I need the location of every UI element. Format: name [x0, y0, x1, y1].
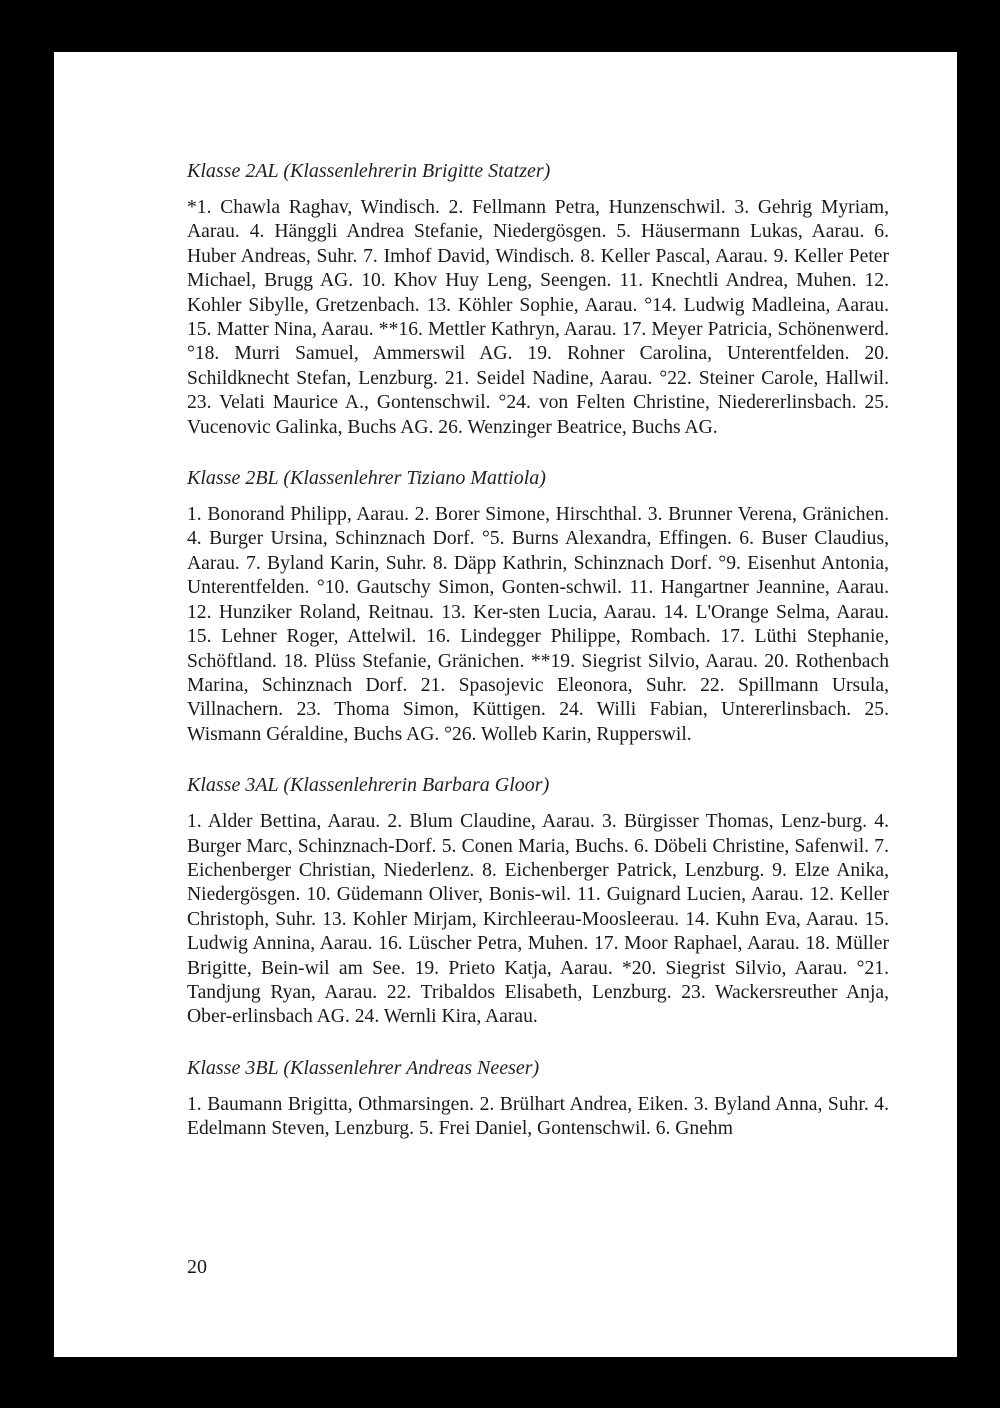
section-heading: Klasse 2AL (Klassenlehrerin Brigitte Statzer) [187, 160, 551, 182]
class-section-2al [187, 159, 889, 440]
page-number: 20 [187, 1256, 207, 1278]
section-heading: Klasse 3BL (Klassenlehrer Andreas Neeser) [187, 1056, 540, 1079]
student-list: 1. Alder Bettina, Aarau. 2. Blum Claudine, Aarau. 3. Bürgisser Thomas, Lenz-burg. 4. Burger Marc, Schinznach-Dorf. 5. Conen Maria, Buchs. 6. Döbeli Christine, Safenwil. 7. Eichenberger Christian, Niederlenz. 8. Eichenberger Patrick, Lenzburg. 9. Elze Anika, Niedergösgen. 10. Güdemann Oliver, Bonis-wil. 11. Guignard Lucien, Aarau. 12. Keller Christoph, Suhr. 13. Kohler Mirjam, Kirchleerau-Moosleerau. 14. Kuhn Eva, Aarau. 15. Ludwig Annina, Aarau. 16. Lüscher Petra, Muhen. 17. Moor Raphael, Aarau. 18. Müller Brigitte, Bein-wil am See. 19. Prieto Katja, Aarau. *20. Siegrist Silvio, Aarau. °21. Tandjung Ryan, Aarau. 22. Tribaldos Elisabeth, Lenzburg. 23. Wackersreuther Anja, Ober-erlinsbach AG. 24. Wernli Kira, Aarau. [187, 811, 889, 1028]
document-page [54, 52, 957, 1357]
student-list: 1. Baumann Brigitta, Othmarsingen. 2. Brülhart Andrea, Eiken. 3. Byland Anna, Suhr. 4. Edelmann Steven, Lenzburg. 5. Frei Daniel, Gontenschwil. 6. Gnehm [187, 1093, 889, 1140]
class-section-3bl [187, 1056, 889, 1142]
page-content [187, 159, 889, 1168]
section-heading: Klasse 3AL (Klassenlehrerin Barbara Gloor) [187, 774, 550, 797]
student-list: *1. Chawla Raghav, Windisch. 2. Fellmann Petra, Hunzenschwil. 3. Gehrig Myriam, Aarau. 4. Hänggli Andrea Stefanie, Niedergösgen. 5. Häusermann Lukas, Aarau. 6. Huber Andreas, Suhr. 7. Imhof David, Windisch. 8. Keller Pascal, Aarau. 9. Keller Peter Michael, Brugg AG. 10. Khov Huy Leng, Seengen. 11. Knechtli Andrea, Muhen. 12. Kohler Sibylle, Gretzenbach. 13. Köhler Sophie, Aarau. °14. Ludwig Madleina, Aarau. 15. Matter Nina, Aarau. **16. Mettler Kathryn, Aarau. 17. Meyer Patricia, Schönenwerd. °18. Murri Samuel, Ammerswil AG. 19. Rohner Carolina, Unterentfelden. 20. Schildknecht Stefan, Lenzburg. 21. Seidel Nadine, Aarau. °22. Steiner Carole, Hallwil. 23. Velati Maurice A., Gontenschwil. °24. von Felten Christine, Niedererlinsbach. 25. Vucenovic Galinka, Buchs AG. 26. Wenzinger Beatrice, Buchs AG. [187, 197, 889, 438]
class-section-3al [187, 773, 889, 1030]
student-list: 1. Bonorand Philipp, Aarau. 2. Borer Simone, Hirschthal. 3. Brunner Verena, Gränichen. 4. Burger Ursina, Schinznach Dorf. °5. Burns Alexandra, Effingen. 6. Buser Claudius, Aarau. 7. Byland Karin, Suhr. 8. Däpp Kathrin, Schinznach Dorf. °9. Eisenhut Antonia, Unterentfelden. °10. Gautschy Simon, Gonten-schwil. 11. Hangartner Jeannine, Aarau. 12. Hunziker Roland, Reitnau. 13. Ker-sten Lucia, Aarau. 14. L'Orange Selma, Aarau. 15. Lehner Roger, Attelwil. 16. Lindegger Philippe, Rombach. 17. Lüthi Stephanie, Schöftland. 18. Plüss Stefanie, Gränichen. **19. Siegrist Silvio, Aarau. 20. Rothenbach Marina, Schinznach Dorf. 21. Spasojevic Eleonora, Suhr. 22. Spillmann Ursula, Villnachern. 23. Thoma Simon, Küttigen. 24. Willi Fabian, Untererlinsbach. 25. Wismann Géraldine, Buchs AG. °26. Wolleb Karin, Rupperswil. [187, 504, 889, 745]
class-section-2bl [187, 466, 889, 747]
section-heading: Klasse 2BL (Klassenlehrer Tiziano Mattiola) [187, 467, 546, 490]
